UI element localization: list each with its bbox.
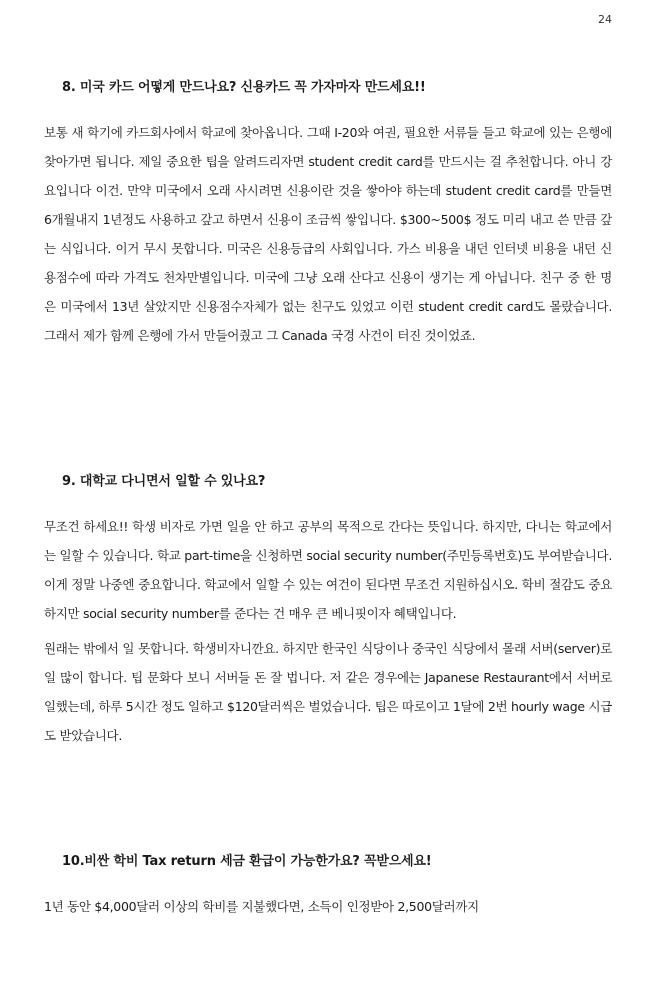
- paragraph: 무조건 하세요!! 학생 비자로 가면 일을 안 하고 공부의 목적으로 간다는 뜻입니다. 하지만, 다니는 학교에서는 일할 수 있습니다. 학교 part-time을 신청하면 social security number(주민등록번호)도 부여받습니다. 이게 정말 나중엔 중요합니다. 학교에서 일할 수 있는 여건이 된다면 무조건 지원하십시오. 학비 절감도 중요하지만 social security number를 준다는 건 매우 큰 베니핏이자 혜택입니다.: [44, 519, 612, 621]
- section-tax-return: [44, 852, 612, 921]
- section-work-while-studying: [44, 472, 612, 750]
- section-credit-card: [44, 78, 612, 350]
- page-number: 24: [598, 13, 612, 26]
- section-heading: 9. 대학교 다니면서 일할 수 있나요?: [62, 474, 266, 489]
- section-heading: 10.비싼 학비 Tax return 세금 환급이 가능한가요? 꼭받으세요!: [62, 854, 432, 869]
- paragraph: 원래는 밖에서 일 못합니다. 학생비자니깐요. 하지만 한국인 식당이나 중국인 식당에서 몰래 서버(server)로 일 많이 합니다. 팁 문화다 보니 서버들 돈 잘 법니다. 저 같은 경우에는 Japanese Restaurant에서 서버로 일했는데, 하루 5시간 정도 일하고 $120달러씩은 벌었습니다. 팁은 따로이고 1달에 2번 hourly wage 시급도 받았습니다.: [44, 641, 612, 743]
- section-heading: 8. 미국 카드 어떻게 만드나요? 신용카드 꼭 가자마자 만드세요!!: [62, 80, 426, 95]
- paragraph: 1년 동안 $4,000달러 이상의 학비를 지불했다면, 소득이 인정받아 2,500달러까지: [44, 899, 479, 914]
- paragraph: 보통 새 학기에 카드회사에서 학교에 찾아옵니다. 그때 I-20와 여권, 필요한 서류들 들고 학교에 있는 은행에 찾아가면 됩니다. 제일 중요한 팁을 알려드리자면 student credit card를 만드시는 걸 추천합니다. 아니 강요입니다 이건. 만약 미국에서 오래 사시려면 신용이란 것을 쌓아야 하는데 student credit card를 만들면 6개월내지 1년정도 사용하고 갚고 하면서 신용이 조금씩 쌓입니다. $300~500$ 정도 미리 내고 쓴 만큼 갚는 식입니다. 이거 무시 못합니다. 미국은 신용등급의 사회입니다. 가스 비용을 내던 인터넷 비용을 내던 신용점수에 따라 가격도 천차만별입니다. 미국에 그냥 오래 산다고 신용이 생기는 게 아닙니다. 친구 중 한 명은 미국에서 13년 살았지만 신용점수자체가 없는 친구도 있었고 이런 student credit card도 몰랐습니다. 그래서 제가 함께 은행에 가서 만들어줬고 그 Canada 국경 사건이 터진 것이었죠.: [44, 125, 612, 343]
